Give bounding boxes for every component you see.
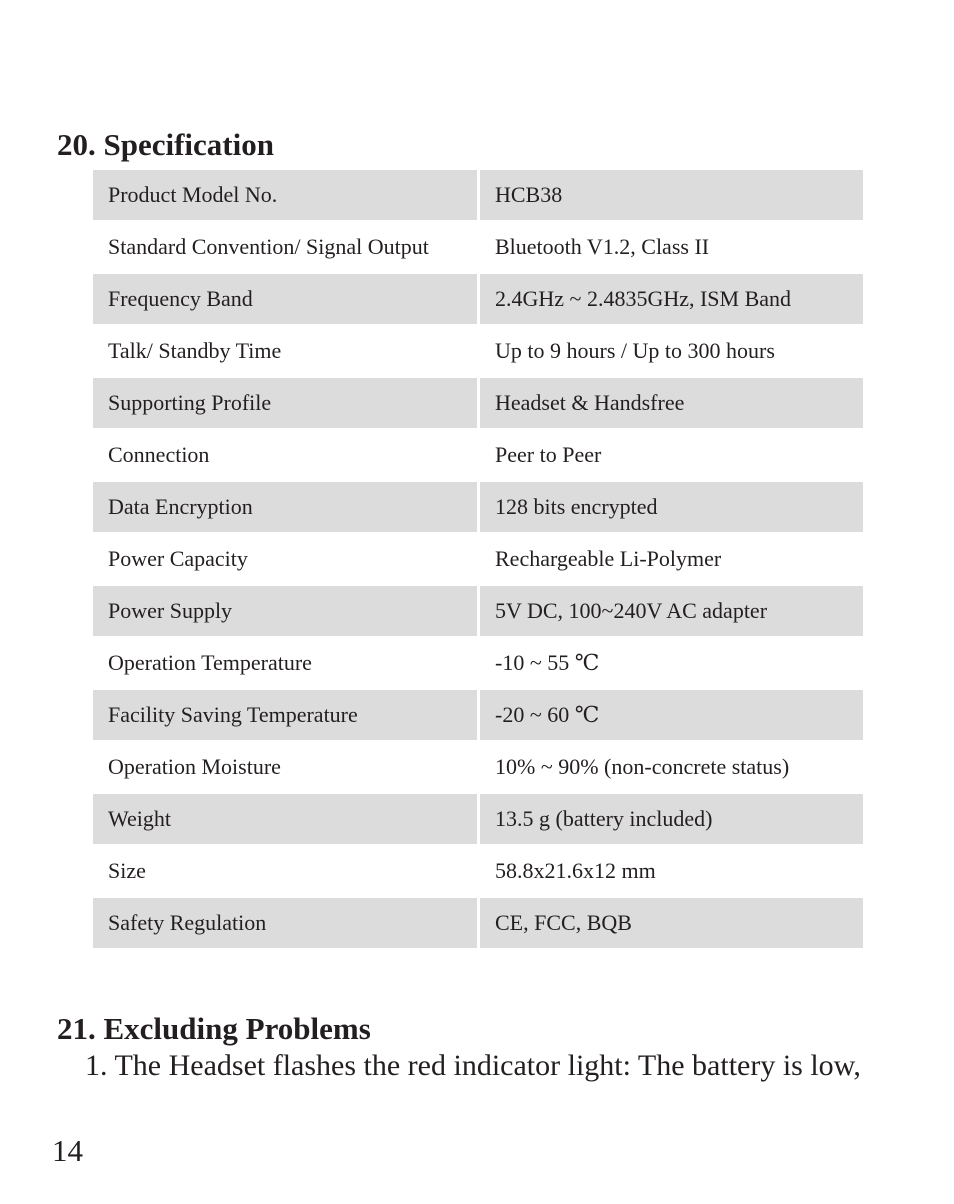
- table-row: [93, 221, 863, 273]
- spec-label: Product Model No.: [93, 170, 479, 221]
- spec-value: 2.4GHz ~ 2.4835GHz, ISM Band: [479, 273, 864, 325]
- spec-value: -10 ~ 55 ℃: [495, 650, 600, 675]
- table-row: [93, 897, 863, 949]
- table-row: [93, 273, 863, 325]
- table-row: [93, 637, 863, 689]
- spec-label: Data Encryption: [93, 481, 479, 533]
- table-row: [93, 793, 863, 845]
- spec-label: Facility Saving Temperature: [93, 689, 479, 741]
- spec-label: Power Capacity: [93, 533, 479, 585]
- table-row: [93, 325, 863, 377]
- spec-label: Safety Regulation: [93, 897, 479, 949]
- spec-label: Size: [93, 845, 479, 897]
- table-row: [93, 585, 863, 637]
- table-row: [93, 845, 863, 897]
- section-title-specification: 20. Specification: [57, 127, 274, 162]
- spec-value: 5V DC, 100~240V AC adapter: [479, 585, 864, 637]
- spec-value: Peer to Peer: [495, 442, 602, 467]
- table-row: [93, 741, 863, 793]
- spec-label: Talk/ Standby Time: [93, 325, 479, 377]
- spec-value: 13.5 g (battery included): [479, 793, 864, 845]
- table-row: [93, 481, 863, 533]
- table-row: [93, 689, 863, 741]
- spec-value: Headset & Handsfree: [479, 377, 864, 429]
- problem-item-1: 1. The Headset flashes the red indicator light: The battery is low,: [85, 1049, 861, 1082]
- spec-label: Supporting Profile: [93, 377, 479, 429]
- section-title-excluding-problems: 21. Excluding Problems: [57, 1011, 371, 1046]
- spec-value: -20 ~ 60 ℃: [479, 689, 864, 741]
- spec-label: Frequency Band: [93, 273, 479, 325]
- specification-table: [93, 170, 863, 950]
- spec-label: Standard Convention/ Signal Output: [93, 221, 479, 273]
- spec-label: Connection: [93, 429, 479, 481]
- spec-value: HCB38: [479, 170, 864, 221]
- spec-value: Bluetooth V1.2, Class II: [495, 234, 710, 259]
- spec-value: Rechargeable Li-Polymer: [495, 546, 722, 571]
- spec-value: 128 bits encrypted: [479, 481, 864, 533]
- spec-label: Weight: [93, 793, 479, 845]
- table-row: [93, 377, 863, 429]
- spec-value: CE, FCC, BQB: [479, 897, 864, 949]
- page-number: 14: [52, 1133, 83, 1168]
- spec-value: 10% ~ 90% (non-concrete status): [495, 754, 790, 779]
- table-row: [93, 429, 863, 481]
- spec-value: 58.8x21.6x12 mm: [495, 858, 656, 883]
- table-row: [93, 533, 863, 585]
- table-row: [93, 170, 863, 221]
- spec-label: Operation Temperature: [93, 637, 479, 689]
- spec-label: Power Supply: [93, 585, 479, 637]
- spec-value: Up to 9 hours / Up to 300 hours: [495, 338, 775, 363]
- spec-label: Operation Moisture: [93, 741, 479, 793]
